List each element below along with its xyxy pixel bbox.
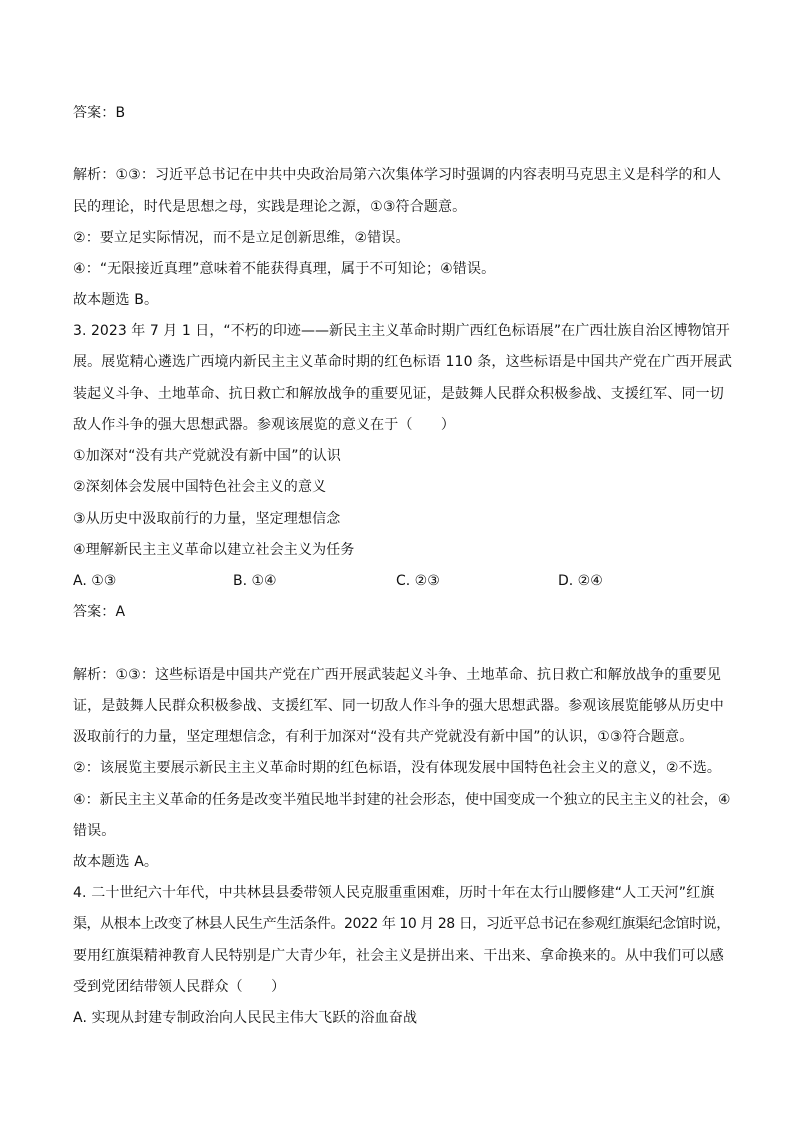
q3-option-b: B. ①④ bbox=[233, 573, 277, 589]
analysis-q2-conclusion: 故本题选 B。 bbox=[73, 292, 159, 308]
q3-option-c: C. ②③ bbox=[396, 573, 440, 589]
q3-stem-line-1: 3. 2023 年 7 月 1 日，“不朽的印迹——新民主主义革命时期广西红色标语展”在广西壮族自治区博物馆开 bbox=[73, 323, 730, 339]
analysis-q3-line-4: ②：该展览主要展示新民主主义革命时期的红色标语，没有体现发展中国特色社会主义的意义，②不选。 bbox=[73, 760, 721, 776]
q4-stem-line-3: 要用红旗渠精神教育人民特别是广大青少年，社会主义是拼出来、干出来、拿命换来的。从中我们可以感 bbox=[73, 948, 724, 964]
q4-option-a: A. 实现从封建专制政治向人民民主伟大飞跃的浴血奋战 bbox=[73, 1010, 418, 1026]
q3-option-d: D. ②④ bbox=[558, 573, 603, 589]
analysis-q2-line-1: 解析：①③：习近平总书记在中共中央政治局第六次集体学习时强调的内容表明马克思主义是科学的和人 bbox=[73, 167, 721, 183]
analysis-q2-line-2: 民的理论，时代是思想之母，实践是理论之源，①③符合题意。 bbox=[73, 199, 467, 215]
analysis-q3-line-2: 证，是鼓舞人民群众积极参战、支援红军、同一切敌人作斗争的强大思想武器。参观该展览能够从历史中 bbox=[73, 698, 724, 714]
analysis-q3-line-5: ④：新民主主义革命的任务是改变半殖民地半封建的社会形态，使中国变成一个独立的民主主义的社会，④ bbox=[73, 792, 731, 808]
q3-item-1: ①加深对“没有共产党就没有新中国”的认识 bbox=[73, 448, 342, 464]
q3-stem-line-2: 展。展览精心遴选广西境内新民主主义革命时期的红色标语 110 条，这些标语是中国共产党在广西开展武 bbox=[73, 354, 732, 370]
q3-item-4: ④理解新民主主义革命以建立社会主义为任务 bbox=[73, 542, 355, 558]
analysis-q3-line-1: 解析：①③：这些标语是中国共产党在广西开展武装起义斗争、土地革命、抗日救亡和解放战争的重要见 bbox=[73, 667, 721, 683]
q3-item-2: ②深刻体会发展中国特色社会主义的意义 bbox=[73, 479, 327, 495]
q4-stem-line-4: 受到党团结带领人民群众（ ） bbox=[73, 979, 286, 995]
analysis-q3-line-3: 汲取前行的力量，坚定理想信念，有利于加深对“没有共产党就没有新中国”的认识，①③符合题意。 bbox=[73, 729, 694, 745]
answer-q3: 答案：A bbox=[73, 604, 126, 620]
q4-stem-line-2: 渠，从根本上改变了林县人民生产生活条件。2022 年 10 月 28 日，习近平总书记在参观红旗渠纪念馆时说， bbox=[73, 916, 730, 932]
q4-stem-line-1: 4. 二十世纪六十年代，中共林县县委带领人民克服重重困难，历时十年在太行山腰修建“人工天河”红旗 bbox=[73, 885, 715, 901]
q3-item-3: ③从历史中汲取前行的力量，坚定理想信念 bbox=[73, 511, 341, 527]
q3-stem-line-3: 装起义斗争、土地革命、抗日救亡和解放战争的重要见证，是鼓舞人民群众积极参战、支援红军、同一切 bbox=[73, 386, 724, 402]
analysis-q2-line-3: ②：要立足实际情况，而不是立足创新思维，②错误。 bbox=[73, 230, 410, 246]
analysis-q3-line-6: 错误。 bbox=[73, 823, 116, 839]
analysis-q2-line-4: ④：“无限接近真理”意味着不能获得真理，属于不可知论；④错误。 bbox=[73, 261, 496, 277]
analysis-q3-conclusion: 故本题选 A。 bbox=[73, 854, 159, 870]
answer-q2: 答案：B bbox=[73, 105, 126, 121]
q3-option-a: A. ①③ bbox=[73, 573, 117, 589]
q3-stem-line-4: 敌人作斗争的强大思想武器。参观该展览的意义在于（ ） bbox=[73, 417, 456, 433]
